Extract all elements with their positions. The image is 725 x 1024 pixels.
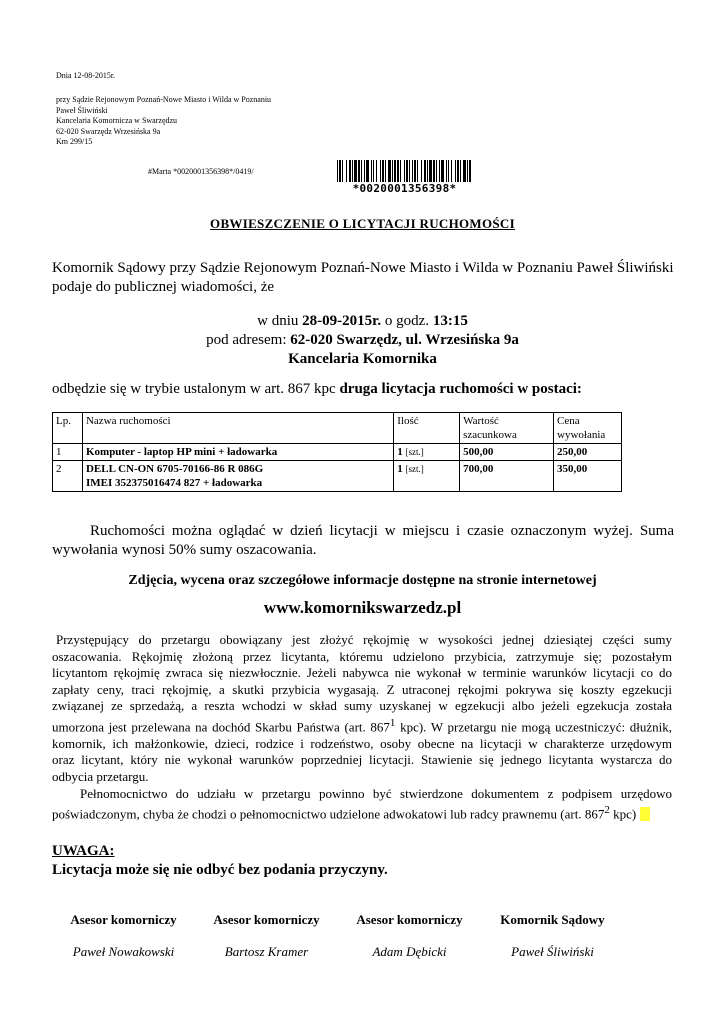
header-value-l1: Wartość <box>463 415 499 427</box>
header-date <box>56 71 115 82</box>
auction-date-line <box>0 312 725 331</box>
row-lp: 2 <box>53 461 83 492</box>
header-value-l2: szacunkowa <box>463 429 517 441</box>
viewing-line-2: wywołania wynosi 50% sumy oszacowania. <box>52 542 317 558</box>
superscript: 2 <box>604 804 610 817</box>
signature-name: Adam Dębicki <box>372 944 447 959</box>
barcode-bars <box>337 160 472 182</box>
row-value-amount: 500,00 <box>463 446 494 458</box>
warning-block <box>52 842 388 880</box>
intro-line-2: podaje do publicznej wiadomości, że <box>52 279 275 295</box>
row-qty-value: 1 <box>397 463 403 475</box>
table-row <box>53 444 622 461</box>
signature-role: Komornik Sądowy <box>500 912 605 927</box>
signature-2 <box>195 912 338 960</box>
row-name <box>82 461 393 492</box>
rules-text: umorzona jest przelewana na dochód Skarbu Państwa (art. 867 <box>52 719 390 735</box>
header-address-block <box>56 95 271 148</box>
barcode-bar <box>469 160 471 182</box>
warning-text: Licytacja może się nie odbyć bez podania przyczyny. <box>52 862 388 878</box>
bailiff-name-line: Paweł Śliwiński <box>56 105 108 115</box>
auction-office-line <box>0 350 725 369</box>
rules-text: kpc). W przetargu nie mogą uczestniczyć: dłużnik, <box>395 719 672 735</box>
address-line: 62-020 Swarzędz Wrzesińska 9a <box>56 126 161 136</box>
viewing-paragraph <box>52 522 674 560</box>
rules-line: licytantom rękojmię zwraca się niezwłocznie. Jeżeli nabywca nie wykonał w terminie warunków licytacji co do <box>52 665 672 681</box>
rules-line: komornik, ich małżonkowie, dzieci, rodzice i rodzeństwo, osoby obecne na licytacji w charakterze urzędowym <box>52 735 672 751</box>
barcode <box>337 160 472 194</box>
row-value <box>460 461 554 492</box>
rules-line: zapłaty ceny, traci rękojmię, a skutki przybicia wygasają. Z utraconej rękojmi pokrywa się koszty egzekucji <box>52 681 672 697</box>
address-prefix: pod adresem: <box>206 332 287 348</box>
rules-line <box>52 715 672 736</box>
rules-line: Pełnomocnictwo do udziału w przetargu powinno być stwierdzone dokumentem z podpisem urzędowo <box>80 785 672 801</box>
header-price-l2: wywołania <box>557 429 606 441</box>
row-qty-value: 1 <box>397 446 403 458</box>
row-lp: 1 <box>53 444 83 461</box>
header-name: Nazwa ruchomości <box>82 413 393 444</box>
photos-info: Zdjęcia, wycena oraz szczegółowe informacje dostępne na stronie internetowej <box>128 573 597 588</box>
rules-text: poświadczonym, chyba że chodzi o pełnomocnictwo udzielone adwokatowi lub radcy prawnemu (art. 867 <box>52 806 605 822</box>
signature-name: Paweł Śliwiński <box>511 944 594 959</box>
header-price <box>554 413 622 444</box>
signature-4 <box>481 912 624 960</box>
warning-heading: UWAGA: <box>52 843 115 859</box>
auction-address: 62-020 Swarzędz, ul. Wrzesińska 9a <box>290 332 519 348</box>
rules-line: związanej ze sprzedażą, a reszta wchodzi w skład sumy uzyskanej w egzekucji albo jeżeli egzekucja została <box>52 698 672 714</box>
highlight-mark <box>640 807 650 821</box>
auction-date: 28-09-2015r. <box>302 313 382 329</box>
row-value <box>460 444 554 461</box>
header-value <box>460 413 554 444</box>
rules-line: oszacowania. Rękojmię złożoną przez licytanta, któremu udzielono przybicia, zatrzymuje się; pozostałym <box>52 648 672 664</box>
mode-prefix: odbędzie się w trybie ustalonym w art. 867 kpc <box>52 381 336 397</box>
signature-role: Asesor komorniczy <box>70 912 177 927</box>
mode-line <box>52 380 582 399</box>
rules-text: kpc) <box>609 806 637 822</box>
row-price <box>554 461 622 492</box>
rules-line <box>52 802 672 823</box>
row-value-amount: 700,00 <box>463 463 494 475</box>
row-qty <box>394 444 460 461</box>
barcode-text: *0020001356398* <box>352 182 457 195</box>
row-price <box>554 444 622 461</box>
header-lp: Lp. <box>53 413 83 444</box>
superscript: 1 <box>389 716 396 729</box>
intro-paragraph <box>52 259 682 297</box>
signature-role: Asesor komorniczy <box>213 912 320 927</box>
document-title: OBWIESZCZENIE O LICYTACJI RUCHOMOŚCI <box>210 216 515 231</box>
row-price-amount: 250,00 <box>557 446 588 458</box>
signature-role: Asesor komorniczy <box>356 912 463 927</box>
header-price-l1: Cena <box>557 415 580 427</box>
auction-details <box>0 312 725 369</box>
table-header-row <box>53 413 622 444</box>
row-name-l1: DELL CN-ON 6705-70166-86 R 086G <box>85 463 264 475</box>
case-number-line: Km 299/15 <box>56 137 93 146</box>
row-name <box>82 444 393 461</box>
date-line: Dnia 12-08-2015r. <box>56 71 116 80</box>
rules-line: Przystępujący do przetargu obowiązany jest złożyć rękojmię w wysokości jednej dziesiątej części sumy <box>56 632 672 647</box>
row-qty-unit: [szt.] <box>405 464 424 474</box>
time-prefix: o godz. <box>384 313 430 329</box>
signature-name: Bartosz Kramer <box>224 944 309 959</box>
intro-line-1: Komornik Sądowy przy Sądzie Rejonowym Poznań-Nowe Miasto i Wilda w Poznaniu Paweł Śliwiński <box>52 260 674 276</box>
mode-bold: druga licytacja ruchomości w postaci: <box>339 381 582 397</box>
date-prefix: w dniu <box>257 313 299 329</box>
court-line: przy Sądzie Rejonowym Poznań-Nowe Miasto i Wilda w Poznaniu <box>56 95 272 104</box>
row-price-amount: 350,00 <box>557 463 588 475</box>
row-qty <box>394 461 460 492</box>
signature-1 <box>52 912 195 960</box>
signature-name: Paweł Nowakowski <box>72 944 175 959</box>
row-qty-unit: [szt.] <box>405 447 424 457</box>
auction-address-line <box>0 331 725 350</box>
header-qty: Ilość <box>394 413 460 444</box>
auction-office: Kancelaria Komornika <box>288 351 437 367</box>
table-row <box>53 461 622 492</box>
items-table <box>52 412 622 492</box>
rules-line: odbycia przetargu. <box>52 769 149 785</box>
row-name-l2: IMEI 352375016474 827 + ładowarka <box>85 477 263 489</box>
rules-paragraph <box>52 632 672 823</box>
website-link[interactable]: www.komornikswarzedz.pl <box>263 598 462 617</box>
rules-line: oraz licytant, który nie wykonał warunków poprzedniej licytacji. Stawienie się jednego licytanta wystarcza do <box>52 752 672 768</box>
signature-3 <box>338 912 481 960</box>
auction-time: 13:15 <box>432 313 468 329</box>
reference-line: #Marta *0020001356398*/0419/ <box>148 167 254 176</box>
office-line: Kancelaria Komornicza w Swarzędzu <box>56 116 178 125</box>
row-name-l1: Komputer - laptop HP mini + ładowarka <box>85 446 278 458</box>
viewing-line-1: Ruchomości można oglądać w dzień licytacji w miejscu i czasie oznaczonym wyżej. Suma <box>90 523 674 539</box>
